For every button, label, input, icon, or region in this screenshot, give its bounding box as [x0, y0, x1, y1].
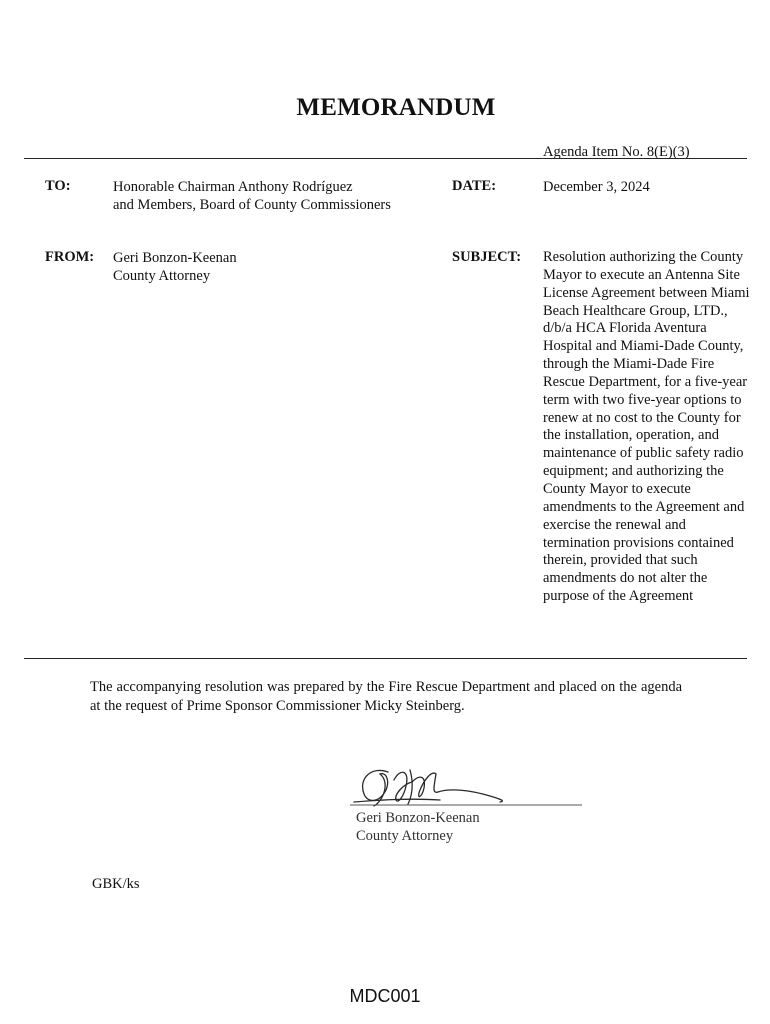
document-code: MDC001: [349, 986, 421, 1006]
agenda-item-number: Agenda Item No. 8(E)(3): [543, 144, 690, 160]
signer-name: Geri Bonzon-Keenan: [356, 810, 480, 826]
subject-label: SUBJECT:: [452, 249, 522, 265]
to-line-1: Honorable Chairman Anthony Rodríguez: [113, 179, 353, 195]
date-label: DATE:: [452, 178, 497, 194]
to-recipients: [113, 178, 391, 214]
from-label: FROM:: [45, 249, 95, 265]
memo-title: MEMORANDUM: [296, 94, 496, 121]
signature-block: [356, 809, 480, 845]
date-value: December 3, 2024: [543, 179, 650, 195]
to-label: TO:: [45, 178, 71, 194]
to-line-2: and Members, Board of County Commissioners: [113, 197, 391, 213]
subject-divider: [24, 658, 747, 659]
from-line-1: Geri Bonzon-Keenan: [113, 250, 237, 266]
typist-initials: GBK/ks: [92, 876, 140, 892]
from-sender: [113, 249, 237, 285]
body-paragraph: The accompanying resolution was prepared by the Fire Rescue Department and placed on the agenda at the request of Prime Sponsor Commissioner Micky Steinberg.: [90, 679, 682, 714]
signer-title: County Attorney: [356, 828, 454, 844]
header-divider: [24, 158, 747, 159]
subject-text: Resolution authorizing the County Mayor to execute an Antenna Site License Agreement between Miami Beach Healthcare Group, LTD., d/b/a HCA Florida Aventura Hospital and Miami-Dade County, through the Miami-Dade Fire Rescue Department, for a five-year term with two five-year options to renew at no cost to the County for the installation, operation, and maintenance of public safety radio equipment; and authorizing the County Mayor to execute amendments to the Agreement and exercise the renewal and termination provisions contained therein, provided that such amendments do not alter the purpose of the Agreement: [543, 249, 750, 605]
from-line-2: County Attorney: [113, 268, 211, 284]
